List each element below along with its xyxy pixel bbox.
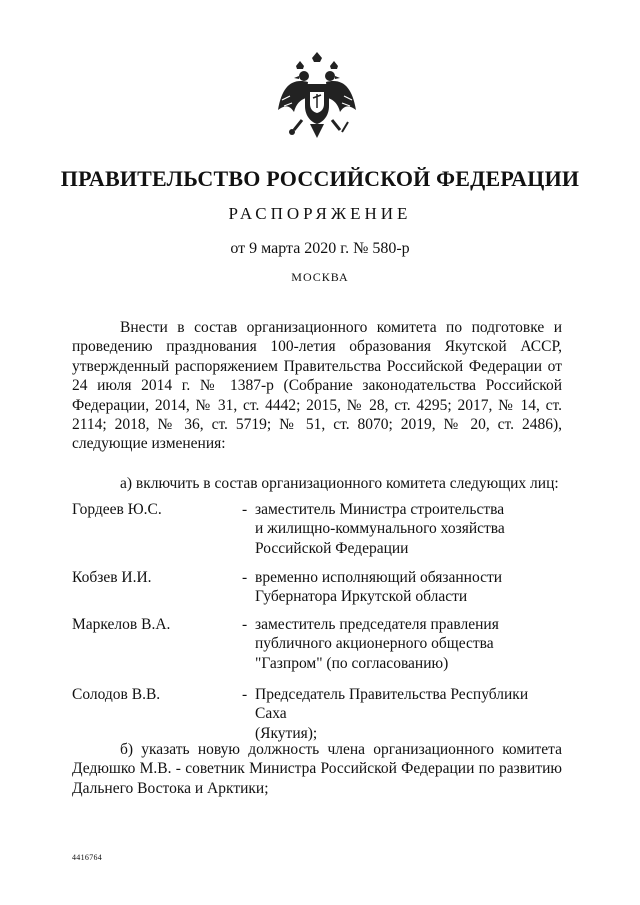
person-name: Солодов В.В. <box>72 686 161 703</box>
person-position: заместитель председателя правления публичного акционерного общества "Газпром" (по согласованию) <box>255 616 499 672</box>
person-row <box>72 500 562 557</box>
document-type: РАСПОРЯЖЕНИЕ <box>228 204 412 223</box>
document-code: 4416764 <box>72 853 103 862</box>
person-name: Маркелов В.А. <box>72 616 171 633</box>
russian-coat-of-arms-icon <box>272 50 362 150</box>
intro-paragraph: Внести в состав организационного комитета по подготовке и проведению празднования 100-летия образования Якутской АССР, утвержденный распоряжением Правительства Российской Федерации от 24 июля 2014 г. № 1387-р (Собрание законодательства Российской Федерации, 2014, № 31, ст. 4442; 2015, № 28, ст. 4295; 2017, № 14, ст. 2114; 2018, № 36, ст. 5719; № 51, ст. 8070; 2019, № 20, ст. 2486), следующие изменения: <box>72 319 562 453</box>
document-body <box>72 318 562 454</box>
person-dash: - <box>242 686 248 703</box>
person-row <box>72 615 562 672</box>
person-position: временно исполняющий обязанности Губернатора Иркутской области <box>255 569 503 606</box>
government-title: ПРАВИТЕЛЬСТВО РОССИЙСКОЙ ФЕДЕРАЦИИ <box>60 166 580 191</box>
person-name: Гордеев Ю.С. <box>72 501 162 518</box>
person-name: Кобзев И.И. <box>72 569 152 586</box>
person-position: Председатель Правительства Республики Саха (Якутия); <box>255 686 529 742</box>
document-city: МОСКВА <box>291 270 349 284</box>
person-dash: - <box>242 569 248 586</box>
item-b-paragraph: б) указать новую должность члена организационного комитета Дедюшко М.В. - советник Министра Российской Федерации по развитию Дальнего Востока и Арктики; <box>72 741 562 797</box>
person-dash: - <box>242 501 248 518</box>
document-date-number: от 9 марта 2020 г. № 580-р <box>230 240 410 257</box>
person-dash: - <box>242 616 248 633</box>
person-position: заместитель Министра строительства и жилищно-коммунального хозяйства Российской Федерации <box>255 501 505 557</box>
item-a: а) включить в состав организационного комитета следующих лиц: <box>120 475 559 492</box>
person-row <box>72 568 562 606</box>
person-row <box>72 685 562 742</box>
